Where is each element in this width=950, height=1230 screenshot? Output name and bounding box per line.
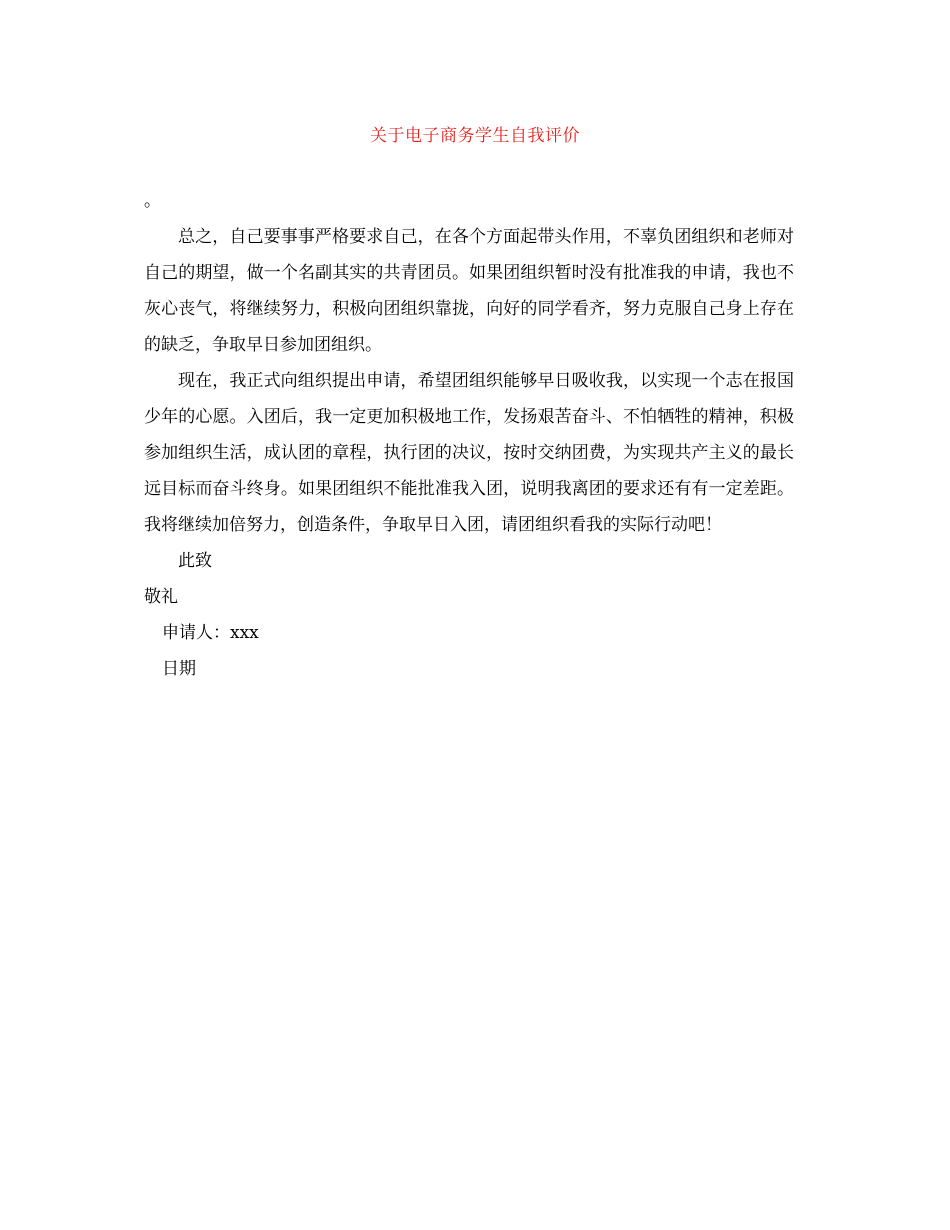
paragraph-2: 现在，我正式向组织提出申请，希望团组织能够早日吸收我，以实现一个志在报国少年的心愿。入团后，我一定更加积极地工作，发扬艰苦奋斗、不怕牺牲的精神，积极参加组织生活，成认团的章程，执行团的决议，按时交纳团费，为实现共产主义的最长远目标而奋斗终身。如果团组织不能批准我入团，说明我离团的要求还有有一定差距。我将继续加倍努力，创造条件，争取早日入团，请团组织看我的实际行动吧！ bbox=[144, 371, 794, 535]
document-body bbox=[144, 183, 794, 687]
date-line: 日期 bbox=[162, 659, 196, 679]
paragraph-1: 总之，自己要事事严格要求自己，在各个方面起带头作用，不辜负团组织和老师对自己的期望，做一个名副其实的共青团员。如果团组织暂时没有批准我的申请，我也不灰心丧气，将继续努力，积极向团组织靠拢，向好的同学看齐，努力克服自己身上存在的缺乏，争取早日参加团组织。 bbox=[144, 227, 794, 355]
closing-phrase: 此致 bbox=[178, 551, 212, 571]
applicant-line: 申请人：xxx bbox=[162, 623, 259, 643]
stray-punctuation: 。 bbox=[144, 191, 161, 211]
document-title: 关于电子商务学生自我评价 bbox=[370, 126, 580, 146]
salutation: 敬礼 bbox=[144, 587, 178, 607]
